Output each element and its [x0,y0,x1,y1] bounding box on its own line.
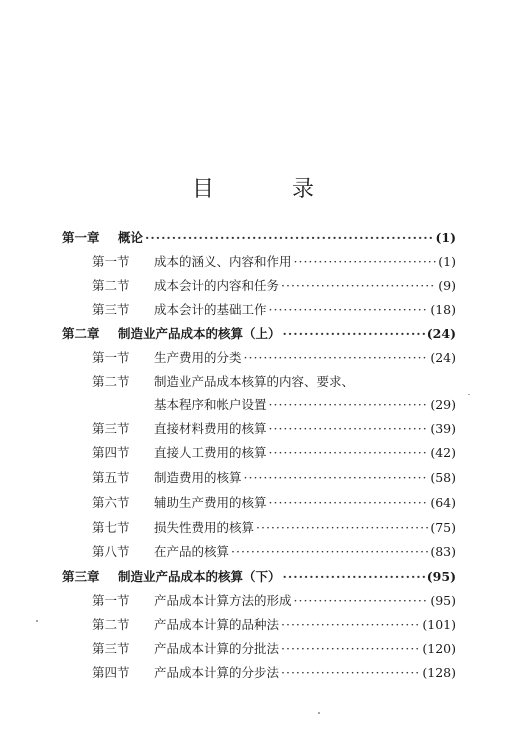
toc-entry-title: 基本程序和帐户设置 [154,397,267,412]
dot-leader [281,617,420,633]
toc-section-row [92,641,456,657]
dot-leader [231,544,428,560]
toc-entry-label [92,544,229,560]
dot-leader [269,445,429,461]
toc-page-number: (1) [435,230,456,245]
toc-section-row [154,397,456,413]
toc-entry-label [92,278,279,294]
toc-entry-number: 第六节 [92,495,130,510]
dot-leader [256,520,428,536]
dot-leader [281,641,420,657]
toc-entry-number: 第一节 [92,350,130,365]
toc-entry-number: 第二节 [92,617,130,632]
scan-speck [318,712,320,714]
toc-chapter-row [62,230,456,246]
toc-page-number: (29) [430,397,456,412]
toc-section-row [92,495,456,511]
toc-section-row [92,544,456,560]
toc-entry-number: 第三节 [92,641,130,656]
toc-entry-number: 第三节 [92,421,130,436]
toc-entry-number: 第二章 [62,326,100,341]
page-title [0,172,506,203]
dot-leader [294,254,437,270]
toc-entry-label [92,470,242,486]
toc-entry-number: 第一章 [62,230,100,245]
toc-entry-label [92,617,279,633]
toc-entry-label [92,302,267,318]
toc-page-number: (1) [438,254,456,269]
toc-entry-label [62,230,143,246]
title-char-2: 录 [292,177,315,202]
toc-entry-title: 产品成本计算的分批法 [154,641,280,656]
toc-page-number: (101) [422,617,456,632]
toc-page-number: (39) [430,421,456,436]
toc-page-number: (18) [430,302,456,317]
toc-page-number: (24) [430,350,456,365]
toc-entry-title: 成本会计的内容和任务 [154,278,280,293]
toc-page-number: (120) [422,641,456,656]
toc-entry-label [92,374,354,390]
toc-entry-number: 第一节 [92,254,130,269]
toc-page-number: (58) [430,470,456,485]
toc-entry-label [62,326,281,342]
dot-leader [244,470,429,486]
toc-entry-title: 制造业产品成本的核算（下） [118,569,281,584]
dot-leader [283,569,425,585]
dot-leader [294,593,429,609]
toc-page-number: (42) [430,445,456,460]
toc-entry-label [92,254,292,270]
toc-entry-title: 直接人工费用的核算 [154,445,267,460]
toc-page-number: (24) [426,326,456,341]
dot-leader [244,350,429,366]
toc-page-number: (75) [430,520,456,535]
toc-page-number: (64) [430,495,456,510]
toc-entry-number: 第二节 [92,278,130,293]
scan-speck [468,394,470,395]
toc-entry-number: 第八节 [92,544,130,559]
toc-section-row [92,617,456,633]
toc-entry-title: 损失性费用的核算 [154,520,255,535]
dot-leader [269,302,429,318]
toc-section-row [92,254,456,270]
toc-section-row [92,278,456,294]
toc-entry-title: 成本的涵义、内容和作用 [154,254,292,269]
dot-leader [269,397,429,413]
dot-leader [269,421,429,437]
toc-entry-number: 第四节 [92,665,130,680]
dot-leader [145,230,433,246]
toc-section-row [92,665,456,681]
toc-entry-title: 直接材料费用的核算 [154,421,267,436]
toc-entry-number: 第二节 [92,374,130,389]
toc-entry-title: 产品成本计算方法的形成 [154,593,292,608]
toc-entry-label [92,641,279,657]
toc-entry-number: 第三节 [92,302,130,317]
toc-entry-title: 制造业产品成本核算的内容、要求、 [154,374,355,389]
toc-entry-number: 第七节 [92,520,130,535]
toc-entry-title: 制造业产品成本的核算（上） [118,326,281,341]
toc-entry-title: 产品成本计算的品种法 [154,617,280,632]
toc-entry-label [92,665,279,681]
toc-entry-label [92,445,267,461]
toc-section-row [92,421,456,437]
scan-speck [36,620,38,622]
toc-entry-label [92,495,267,511]
toc-entry-title: 生产费用的分类 [154,350,242,365]
toc-entry-title: 辅助生产费用的核算 [154,495,267,510]
toc-section-row [92,302,456,318]
toc-chapter-row [62,326,456,342]
toc-entry-number: 第五节 [92,470,130,485]
toc-section-row [92,593,456,609]
title-char-1: 目 [191,177,214,202]
toc-section-row [92,350,456,366]
toc-section-row [92,445,456,461]
toc-section-row [92,374,456,390]
toc-page-number: (95) [426,569,456,584]
toc-chapter-row [62,569,456,585]
toc-entry-title: 概论 [118,230,144,245]
toc-entry-title: 制造费用的核算 [154,470,242,485]
toc-entry-title: 在产品的核算 [154,544,230,559]
toc-entry-label [154,397,267,413]
dot-leader [281,278,436,294]
toc-entry-label [92,520,254,536]
toc-entry-title: 成本会计的基础工作 [154,302,267,317]
toc-page-number: (128) [422,665,456,680]
toc-entry-label [92,593,292,609]
toc-page-number: (95) [430,593,456,608]
toc-page-number: (9) [438,278,456,293]
dot-leader [269,495,429,511]
toc-entry-number: 第四节 [92,445,130,460]
dot-leader [283,326,425,342]
toc-entry-title: 产品成本计算的分步法 [154,665,280,680]
toc-entry-label [62,569,281,585]
toc-entry-label [92,350,242,366]
toc-entry-number: 第三章 [62,569,100,584]
toc-section-row [92,520,456,536]
dot-leader [281,665,420,681]
toc-page-number: (83) [430,544,456,559]
toc-section-row [92,470,456,486]
toc-entry-number: 第一节 [92,593,130,608]
toc-entry-label [92,421,267,437]
